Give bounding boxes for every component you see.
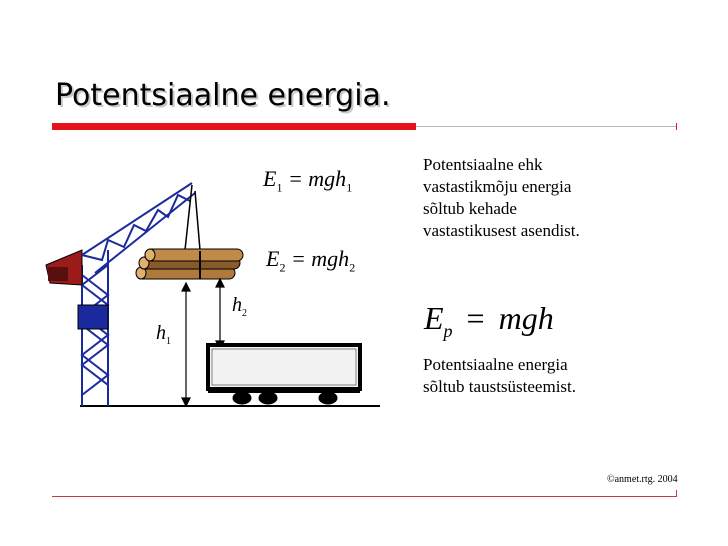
- paragraph-relative-position: [423, 154, 663, 242]
- formula-equals: =: [466, 300, 485, 336]
- title-underline-end: [676, 123, 677, 130]
- paragraph-line: sõltub kehade: [423, 199, 517, 218]
- slide-title: Potentsiaalne energia.: [55, 78, 391, 113]
- log-bundle: [136, 249, 243, 279]
- paragraph-line: Potentsiaalne ehk: [423, 155, 543, 174]
- height-arrow-2: [216, 279, 224, 349]
- copyright-note: ©anmet.rtg. 2004: [607, 474, 678, 485]
- footer-rule: [52, 496, 676, 497]
- height-arrow-1: [182, 283, 190, 406]
- paragraph-reference-frame: [423, 354, 663, 398]
- crane-cab: [78, 305, 108, 329]
- crane-illustration: [40, 155, 400, 425]
- potential-energy-formula: [424, 300, 554, 342]
- paragraph-line: vastastikmõju energia: [423, 177, 572, 196]
- title-underline-gray: [416, 126, 676, 127]
- crane-counter-jib: [46, 250, 82, 285]
- hoist-cable: [185, 185, 192, 250]
- title-underline-red: [52, 123, 416, 130]
- formula-sub: p: [443, 321, 453, 341]
- formula-rhs: mgh: [498, 300, 554, 336]
- formula-lhs: E: [424, 300, 444, 336]
- height-label-2: $h_2$: [232, 294, 247, 319]
- height-label-1: $h_1$: [156, 322, 171, 347]
- paragraph-line: vastastikusest asendist.: [423, 221, 580, 240]
- paragraph-line: Potentsiaalne energia: [423, 355, 568, 374]
- hoist-cable: [195, 191, 200, 250]
- paragraph-line: sõltub taustsüsteemist.: [423, 377, 576, 396]
- footer-rule-end: [676, 490, 677, 497]
- truck: [208, 345, 360, 404]
- formula-energy-1: $E_1 = mgh_1$: [263, 166, 353, 195]
- formula-energy-2: $E_2 = mgh_2$: [266, 246, 356, 275]
